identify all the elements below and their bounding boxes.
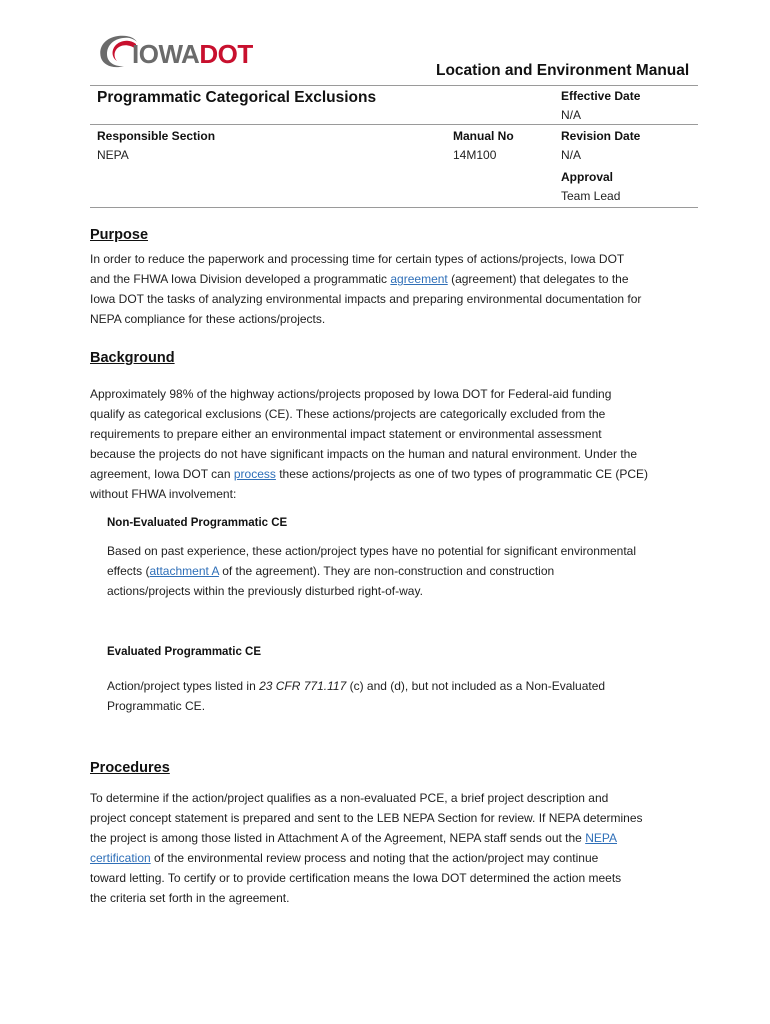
text-run: the project is among those listed in Attachment A of the Agreement, NEPA staff sends out the [90, 831, 586, 845]
evaluated-line [107, 676, 605, 696]
effective-date-value: N/A [561, 108, 582, 122]
revision-date-value: N/A [561, 148, 582, 162]
approval-value: Team Lead [561, 189, 621, 203]
logo-iowa: IOWA [132, 39, 200, 69]
text-run: (agreement) that delegates to the [447, 272, 629, 286]
iowa-dot-logo [96, 32, 286, 72]
cfr-citation: 23 CFR 771.117 [259, 679, 347, 693]
header-rule-top [90, 85, 698, 86]
responsible-section-value: NEPA [97, 148, 129, 162]
background-heading: Background [90, 350, 175, 366]
header-rule-middle [90, 124, 698, 125]
revision-date-label: Revision Date [561, 129, 641, 143]
manual-no-value: 14M100 [453, 148, 497, 162]
page-title: Programmatic Categorical Exclusions [97, 89, 377, 106]
header-rule-bottom [90, 207, 698, 208]
evaluated-heading: Evaluated Programmatic CE [107, 646, 262, 658]
background-line: Approximately 98% of the highway actions/projects proposed by Iowa DOT for Federal-aid funding [90, 387, 612, 401]
background-line [90, 464, 648, 484]
evaluated-line: Programmatic CE. [107, 699, 206, 713]
text-run: (c) and (d), but not included as a Non-Evaluated [346, 679, 606, 693]
purpose-heading: Purpose [90, 227, 149, 243]
responsible-section-label: Responsible Section [97, 129, 216, 143]
text-run: effects ( [107, 564, 150, 578]
background-line: requirements to prepare either an environmental impact statement or environmental assessment [90, 427, 602, 441]
effective-date-label: Effective Date [561, 89, 641, 103]
text-run: Action/project types listed in [107, 679, 260, 693]
purpose-line: Iowa DOT the tasks of analyzing environmental impacts and preparing environmental documentation for [90, 292, 642, 306]
approval-label: Approval [561, 170, 614, 184]
logo-swoosh-icon [96, 32, 286, 72]
logo-dot: DOT [199, 39, 253, 69]
background-line: because the projects do not have significant impacts on the human and natural environment. Under the [90, 447, 638, 461]
purpose-line: In order to reduce the paperwork and processing time for certain types of actions/projects, Iowa DOT [90, 252, 625, 266]
procedures-line: the criteria set forth in the agreement. [90, 891, 290, 905]
purpose-line: NEPA compliance for these actions/projects. [90, 312, 326, 326]
agreement-link[interactable]: agreement [390, 272, 448, 286]
text-run: of the agreement). They are non-construction and construction [218, 564, 555, 578]
process-link[interactable]: process [233, 467, 276, 481]
nepa-certification-link[interactable]: NEPA [585, 831, 617, 845]
nepa-certification-link[interactable]: certification [90, 851, 151, 865]
attachment-a-link[interactable]: attachment A [149, 564, 219, 578]
text-run: these actions/projects as one of two types of programmatic CE (PCE) [275, 467, 649, 481]
text-run: of the environmental review process and noting that the action/project may continue [150, 851, 599, 865]
manual-no-label: Manual No [453, 129, 514, 143]
non-evaluated-line: Based on past experience, these action/project types have no potential for significant environmental [107, 544, 636, 558]
procedures-line [90, 848, 598, 868]
background-line: without FHWA involvement: [90, 487, 237, 501]
procedures-line: project concept statement is prepared and sent to the LEB NEPA Section for review. If NEPA determines [90, 811, 643, 825]
text-run: agreement, Iowa DOT can [90, 467, 234, 481]
non-evaluated-line: actions/projects within the previously disturbed right-of-way. [107, 584, 423, 598]
manual-title: Location and Environment Manual [436, 62, 690, 79]
non-evaluated-line [107, 561, 554, 581]
procedures-heading: Procedures [90, 760, 170, 776]
background-line: qualify as categorical exclusions (CE). These actions/projects are categorically excluded from the [90, 407, 606, 421]
procedures-line [90, 828, 617, 848]
purpose-line [90, 269, 629, 289]
non-evaluated-heading: Non-Evaluated Programmatic CE [107, 517, 288, 529]
procedures-line: To determine if the action/project qualifies as a non-evaluated PCE, a brief project description and [90, 791, 609, 805]
procedures-line: toward letting. To certify or to provide certification means the Iowa DOT determined the action meets [90, 871, 622, 885]
logo-wordmark [132, 39, 253, 69]
text-run: and the FHWA Iowa Division developed a programmatic [90, 272, 391, 286]
